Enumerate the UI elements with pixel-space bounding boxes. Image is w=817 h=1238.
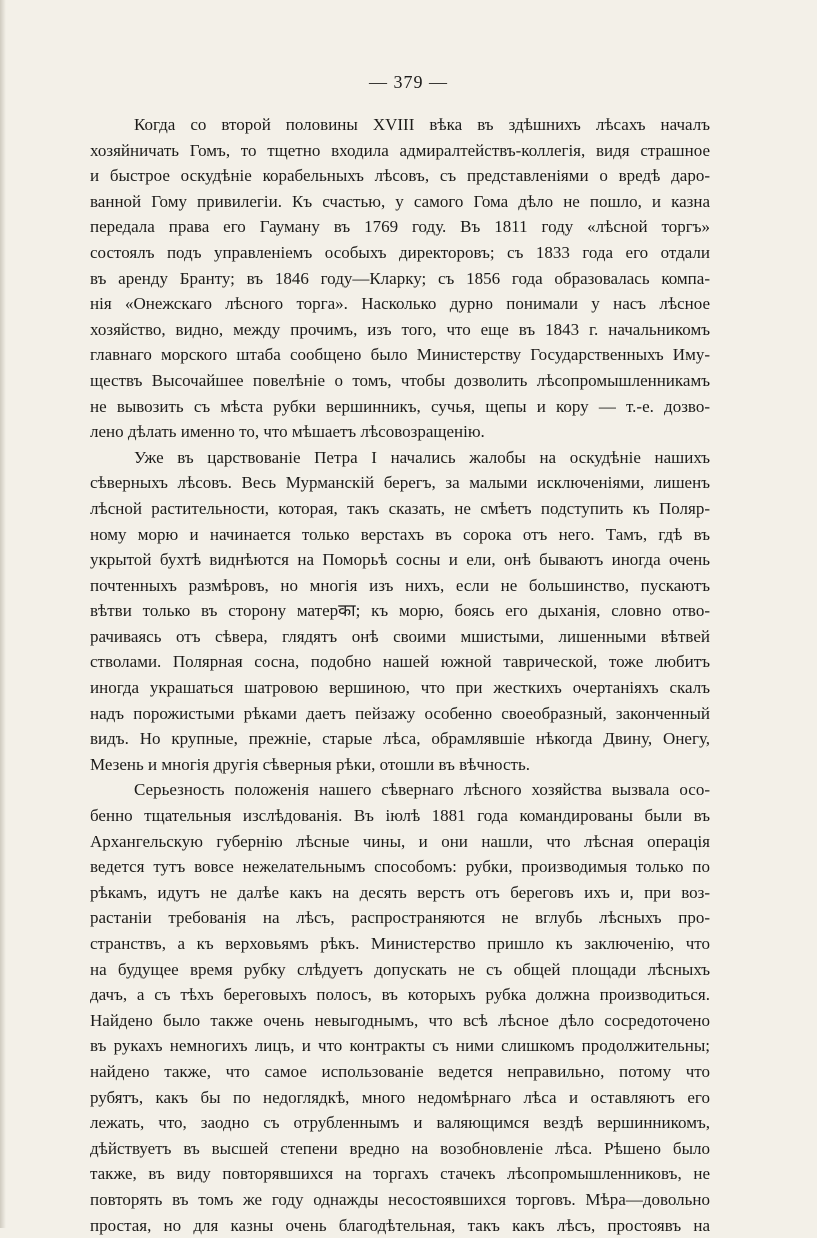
text-line: ществъ Высочайшее повелѣніе о томъ, чтобы дозволить лѣсопромышленникамъ bbox=[90, 370, 710, 390]
text-line: Когда со второй половины XVIII вѣка въ здѣшнихъ лѣсахъ началъ bbox=[134, 115, 710, 134]
text-line: на будущее время рубку слѣдуетъ допускать не съ общей площади лѣсныхъ bbox=[90, 959, 710, 979]
text-line: лежать, что, заодно съ отрубленнымъ и валяющимся вездѣ вершинникомъ, bbox=[90, 1113, 710, 1133]
text-line: главнаго морского штаба сообщено было Министерству Государственныхъ Иму- bbox=[90, 345, 710, 365]
text-line: найдено также, что самое использованіе ведется неправильно, потому что bbox=[90, 1061, 710, 1081]
text-line: иногда украшаться шатровою вершиною, что при жесткихъ очертаніяхъ скалъ bbox=[90, 678, 710, 698]
text-line: въ аренду Бранту; въ 1846 году—Кларку; съ 1856 года образовалась компа- bbox=[90, 268, 710, 288]
paragraph-1 bbox=[90, 112, 710, 445]
text-line: бенно тщательныя изслѣдованія. Въ іюлѣ 1881 года командированы были въ bbox=[90, 806, 710, 826]
text-line: рубятъ, какъ бы по недоглядкѣ, много недомѣрнаго лѣса и оставляютъ его bbox=[90, 1087, 710, 1107]
text-line: надъ порожистыми рѣками даетъ пейзажу особенно своеобразный, законченный bbox=[90, 703, 710, 723]
text-line: почтенныхъ размѣровъ, но многія изъ нихъ, если не большинство, пускаютъ bbox=[90, 575, 710, 595]
text-line: въ рукахъ немногихъ лицъ, и что контракты съ ними слишкомъ продолжительны; bbox=[90, 1036, 710, 1056]
paragraph-2 bbox=[90, 445, 710, 778]
text-line: Мезень и многія другія сѣверныя рѣки, отошли въ вѣчность. bbox=[90, 754, 530, 774]
text-line: хозяйничать Гомъ, то тщетно входила адмиралтействъ-коллегія, видя страшное bbox=[90, 140, 710, 160]
text-line: ведется тутъ вовсе нежелательнымъ способомъ: рубки, производимыя только по bbox=[90, 857, 710, 877]
text-line: простая, но для казны очень благодѣтельная, такъ какъ лѣсъ, простоявъ на bbox=[90, 1215, 710, 1235]
text-line: ванной Гому привилегіи. Къ счастью, у самого Гома дѣло не пошло, и казна bbox=[90, 191, 710, 211]
text-line: видъ. Но крупные, прежніе, старые лѣса, обрамлявшіе нѣкогда Двину, Онегу, bbox=[90, 729, 710, 749]
text-line: состоялъ подъ управленіемъ особыхъ директоровъ; съ 1833 года его отдали bbox=[90, 242, 710, 262]
text-line: странствъ, а къ верховьямъ рѣкъ. Министерство пришло къ заключенію, что bbox=[90, 934, 710, 953]
text-line: передала права его Гауману въ 1769 году. Въ 1811 году «лѣсной торгъ» bbox=[90, 217, 710, 237]
text-line: сѣверныхъ лѣсовъ. Весь Мурманскій берегъ, за малыми исключеніями, лишенъ bbox=[90, 473, 710, 493]
text-line: повторять въ томъ же году однажды несостоявшихся торговъ. Мѣра—довольно bbox=[90, 1189, 710, 1209]
text-line: вѣтви только въ сторону матерका; къ морю, боясь его дыханія, словно отво- bbox=[90, 601, 710, 621]
text-line: рѣкамъ, идутъ не далѣе какъ на десять верстъ отъ береговъ ихъ и, при воз- bbox=[90, 882, 710, 902]
text-line: рачиваясь отъ сѣвера, глядятъ онѣ своими мшистыми, лишенными вѣтвей bbox=[90, 626, 710, 646]
page-edge-shadow bbox=[0, 0, 6, 1228]
text-line: ному морю и начинается только верстахъ въ сорока отъ него. Тамъ, гдѣ въ bbox=[90, 524, 710, 544]
text-line: стволами. Полярная сосна, подобно нашей южной таврической, тоже любитъ bbox=[90, 652, 710, 672]
text-line: также, въ виду повторявшихся на торгахъ стачекъ лѣсопромышленниковъ, не bbox=[90, 1164, 710, 1184]
text-line: Найдено было также очень невыгоднымъ, что всѣ лѣсное дѣло сосредоточено bbox=[90, 1010, 710, 1030]
text-line: укрытой бухтѣ виднѣются на Поморьѣ сосны и ели, онѣ бываютъ иногда очень bbox=[90, 550, 710, 570]
text-line: дачъ, а съ тѣхъ береговыхъ полосъ, въ которыхъ рубка должна производиться. bbox=[90, 985, 710, 1005]
text-line: Уже въ царствованіе Петра I начались жалобы на оскудѣніе нашихъ bbox=[134, 447, 710, 467]
text-line: не вывозить съ мѣста рубки вершинникъ, сучья, щепы и кору — т.-е. дозво- bbox=[90, 396, 710, 416]
text-line: Архангельскую губернію лѣсные чины, и они нашли, что лѣсная операція bbox=[90, 831, 710, 851]
paragraph-3 bbox=[90, 777, 710, 1238]
body-text bbox=[90, 112, 710, 1238]
page-number: — 379 — bbox=[369, 72, 448, 92]
text-line: лено дѣлать именно то, что мѣшаетъ лѣсовозращенію. bbox=[90, 422, 485, 442]
text-line: хозяйство, видно, между прочимъ, изъ того, что еще въ 1843 г. начальникомъ bbox=[90, 319, 710, 339]
text-line: дѣйствуетъ въ высшей степени вредно на возобновленіе лѣса. Рѣшено было bbox=[90, 1138, 710, 1158]
text-line: и быстрое оскудѣніе корабельныхъ лѣсовъ, съ представленіями о вредѣ даро- bbox=[90, 166, 710, 186]
text-line: Серьезность положенія нашего сѣвернаго лѣсного хозяйства вызвала осо- bbox=[134, 780, 710, 800]
text-line: лѣсной растительности, которая, такъ сказать, не смѣетъ подступить къ Поляр- bbox=[90, 498, 710, 518]
text-line: нія «Онежскаго лѣсного торга». Насколько дурно понимали у насъ лѣсное bbox=[90, 294, 710, 314]
text-line: растаніи требованія на лѣсъ, распространяются не вглубь лѣсныхъ про- bbox=[90, 908, 710, 928]
